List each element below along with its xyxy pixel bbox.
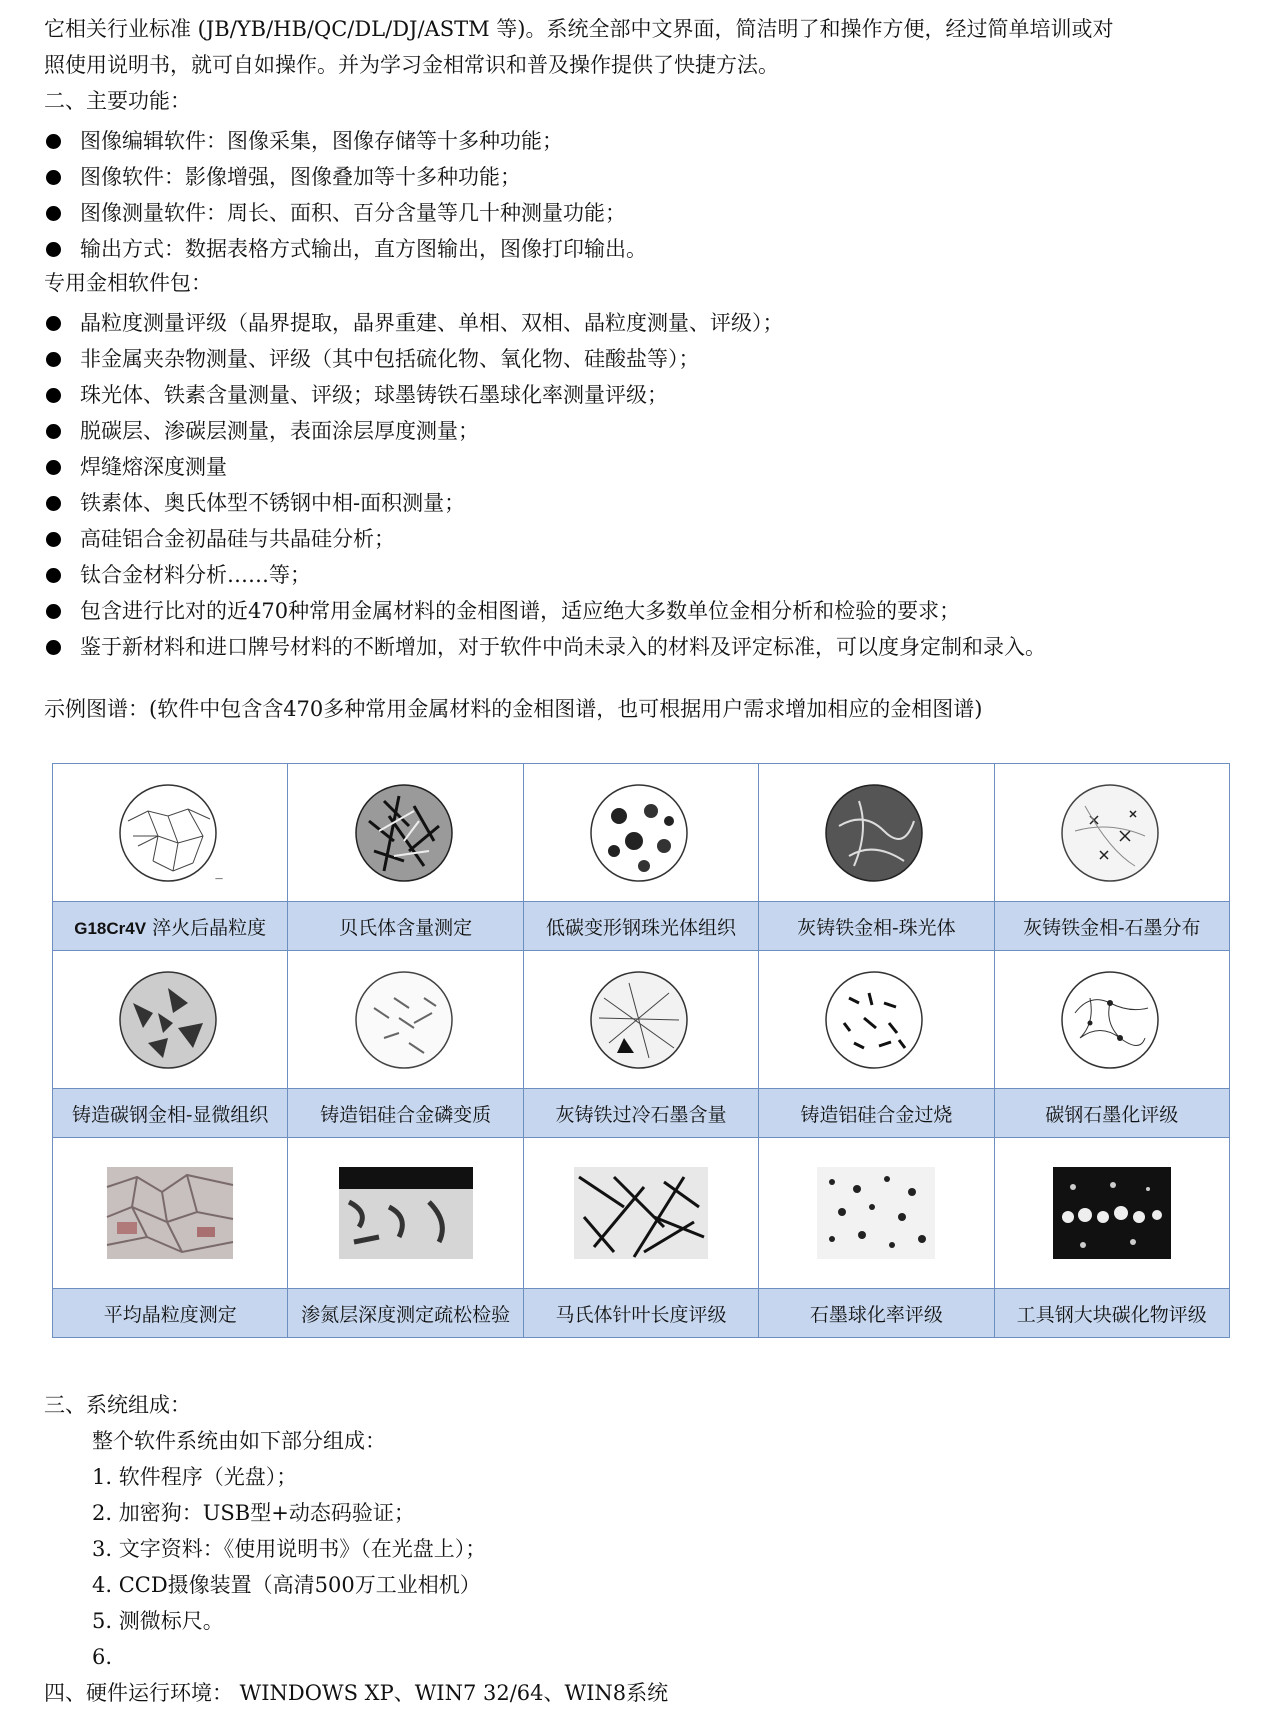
- caption-cell: 低碳变形钢珠光体组织: [523, 902, 758, 951]
- al-si-modified-micrograph: [354, 968, 458, 1072]
- atlas-table: [52, 763, 1230, 1338]
- section-4-title: 四、硬件运行环境： WINDOWS XP、WIN7 32/64、WIN8系统: [44, 1681, 669, 1705]
- bullet-icon: [46, 352, 61, 367]
- section-2-title: 二、主要功能：: [44, 89, 191, 113]
- component-item: 3. 文字资料：《使用说明书》（在光盘上）；: [92, 1537, 487, 1561]
- package-item: 焊缝熔深度测量: [80, 455, 227, 479]
- function-item: 图像编辑软件：图像采集，图像存储等十多种功能；: [80, 129, 563, 153]
- bullet-icon: [46, 316, 61, 331]
- micrograph-cell: [288, 1138, 523, 1289]
- al-si-overburn-micrograph: [824, 968, 928, 1072]
- micrograph-cell: [53, 951, 288, 1089]
- caption-cell: 铸造碳钢金相-显微组织: [53, 1089, 288, 1138]
- martensite-photo: [574, 1167, 708, 1259]
- micrograph-cell: [523, 764, 758, 902]
- micrograph-cell: [523, 1138, 758, 1289]
- caption-row: [53, 1089, 1230, 1138]
- bullet-icon: [46, 242, 61, 257]
- grain-micrograph: [118, 781, 222, 885]
- micrograph-cell: [759, 764, 994, 902]
- carbide-photo: [1053, 1167, 1171, 1259]
- micrograph-cell: [288, 764, 523, 902]
- micrograph-cell: [759, 1138, 994, 1289]
- component-item: 6.: [92, 1645, 113, 1669]
- micrograph-cell: [53, 1138, 288, 1289]
- graphite-distribution-micrograph: [1060, 781, 1164, 885]
- function-item: 图像测量软件：周长、面积、百分含量等几十种测量功能；: [80, 201, 626, 225]
- intro-line-1: 它相关行业标准 (JB/YB/HB/QC/DL/DJ/ASTM 等)。系统全部中文界面，简洁明了和操作方便，经过简单培训或对: [44, 17, 1114, 41]
- caption-cell: 马氏体针叶长度评级: [523, 1289, 758, 1338]
- package-item: 鉴于新材料和进口牌号材料的不断增加，对于软件中尚未录入的材料及评定标准，可以度身定制和录入。: [80, 635, 1046, 659]
- image-row: [53, 764, 1230, 902]
- section-3-intro: 整个软件系统由如下部分组成：: [92, 1429, 386, 1453]
- package-item: 非金属夹杂物测量、评级（其中包括硫化物、氧化物、硅酸盐等）；: [80, 347, 700, 371]
- micrograph-cell: [523, 951, 758, 1089]
- package-item: 包含进行比对的近470种常用金属材料的金相图谱，适应绝大多数单位金相分析和检验的要求；: [80, 599, 961, 623]
- bullet-icon: [46, 134, 61, 149]
- bullet-icon: [46, 604, 61, 619]
- undercooled-graphite-micrograph: [589, 968, 693, 1072]
- package-item: 钛合金材料分析……等；: [80, 563, 311, 587]
- bullet-icon: [46, 460, 61, 475]
- grain-size-photo: [107, 1167, 233, 1259]
- caption-cell: 灰铸铁过冷石墨含量: [523, 1089, 758, 1138]
- micrograph-cell: [994, 764, 1229, 902]
- bullet-icon: [46, 206, 61, 221]
- package-title: 专用金相软件包：: [44, 271, 212, 295]
- bullet-icon: [46, 640, 61, 655]
- bullet-icon: [46, 568, 61, 583]
- micrograph-cell: [994, 1138, 1229, 1289]
- intro-line-2: 照使用说明书，就可自如操作。并为学习金相常识和普及操作提供了快捷方法。: [44, 53, 779, 77]
- function-item: 图像软件：影像增强，图像叠加等十多种功能；: [80, 165, 521, 189]
- function-item: 输出方式：数据表格方式输出，直方图输出，图像打印输出。: [80, 237, 647, 261]
- caption-cell: 平均晶粒度测定: [53, 1289, 288, 1338]
- micrograph-cell: [288, 951, 523, 1089]
- bullet-icon: [46, 170, 61, 185]
- caption-cell: 灰铸铁金相-珠光体: [759, 902, 994, 951]
- bainite-micrograph: [354, 781, 458, 885]
- svg-text:—: —: [215, 873, 224, 883]
- component-item: 5. 测微标尺。: [92, 1609, 224, 1633]
- caption-text: 淬火后晶粒度: [146, 916, 267, 939]
- package-item: 晶粒度测量评级（晶界提取，晶界重建、单相、双相、晶粒度测量、评级）；: [80, 311, 784, 335]
- micrograph-cell: [53, 764, 288, 902]
- image-row: [53, 951, 1230, 1089]
- cast-steel-micrograph: [118, 968, 222, 1072]
- nitrided-layer-photo: [339, 1167, 473, 1259]
- bullet-icon: [46, 424, 61, 439]
- gray-iron-pearlite-micrograph: [824, 781, 928, 885]
- image-row: [53, 1138, 1230, 1289]
- caption-cell: 工具钢大块碳化物评级: [994, 1289, 1229, 1338]
- bullet-icon: [46, 496, 61, 511]
- package-item: 脱碳层、渗碳层测量，表面涂层厚度测量；: [80, 419, 479, 443]
- section-3-title: 三、系统组成：: [44, 1393, 191, 1417]
- caption-cell: 石墨球化率评级: [759, 1289, 994, 1338]
- caption-cell: 灰铸铁金相-石墨分布: [994, 902, 1229, 951]
- pearlite-micrograph: [589, 781, 693, 885]
- package-item: 珠光体、铁素含量测量、评级；球墨铸铁石墨球化率测量评级；: [80, 383, 668, 407]
- steel-grade-code: G18Cr4V: [74, 918, 147, 938]
- bullet-icon: [46, 532, 61, 547]
- package-item: 高硅铝合金初晶硅与共晶硅分析；: [80, 527, 395, 551]
- caption-cell: 碳钢石墨化评级: [994, 1089, 1229, 1138]
- bullet-icon: [46, 388, 61, 403]
- micrograph-cell: [759, 951, 994, 1089]
- component-item: 2. 加密狗：USB型+动态码验证；: [92, 1501, 415, 1525]
- graphitization-micrograph: [1060, 968, 1164, 1072]
- component-item: 4. CCD摄像装置（高清500万工业相机）: [92, 1573, 481, 1597]
- caption-cell: 铸造铝硅合金磷变质: [288, 1089, 523, 1138]
- component-item: 1. 软件程序（光盘）；: [92, 1465, 298, 1489]
- caption-cell: 贝氏体含量测定: [288, 902, 523, 951]
- atlas-title: 示例图谱：(软件中包含含470多种常用金属材料的金相图谱，也可根据用户需求增加相应的金相图谱): [44, 697, 983, 721]
- package-item: 铁素体、奥氏体型不锈钢中相-面积测量；: [80, 491, 466, 515]
- caption-cell: [53, 902, 288, 951]
- caption-row: [53, 1289, 1230, 1338]
- caption-row: [53, 902, 1230, 951]
- nodularity-photo: [817, 1167, 935, 1259]
- caption-cell: 渗氮层深度测定疏松检验: [288, 1289, 523, 1338]
- caption-cell: 铸造铝硅合金过烧: [759, 1089, 994, 1138]
- micrograph-cell: [994, 951, 1229, 1089]
